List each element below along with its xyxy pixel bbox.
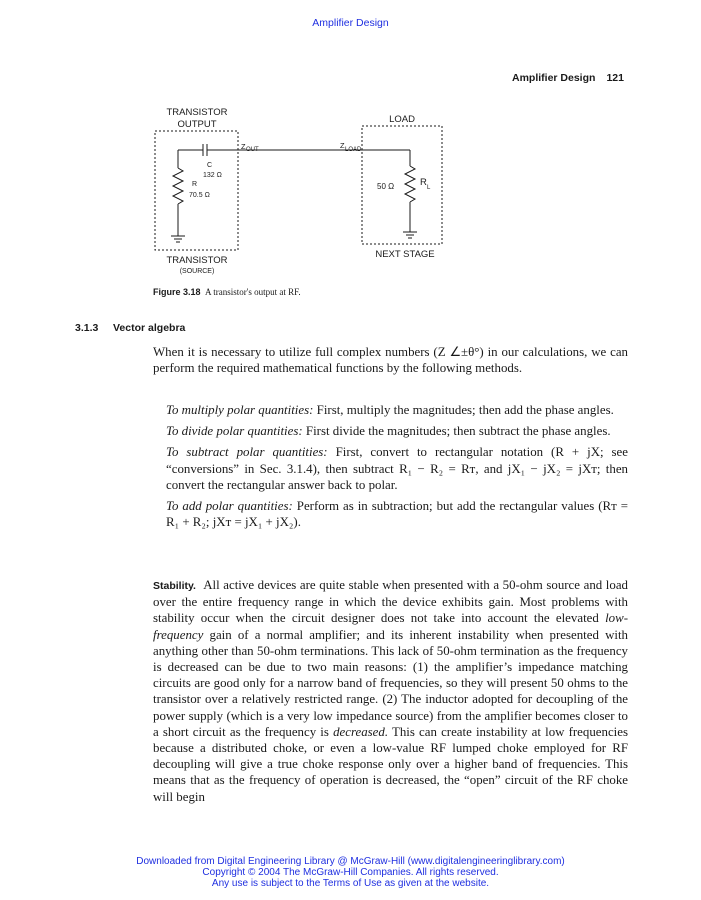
methods-list — [166, 402, 628, 535]
method-subtract — [166, 444, 628, 493]
z-out-sub: OUT — [246, 147, 259, 153]
transistor-box — [155, 131, 238, 250]
resistor-value: 70.5 Ω — [189, 192, 210, 199]
method-term: To multiply polar quantities: — [166, 403, 314, 417]
stability-emphasis: decreased. — [333, 724, 389, 739]
circuit-figure — [0, 0, 701, 300]
footer-download-link[interactable]: Downloaded from Digital Engineering Library @ McGraw-Hill (www.digitalengineeringlibrary.com) — [136, 856, 565, 867]
ground-left — [171, 236, 185, 242]
r-zigzag — [173, 168, 183, 204]
figure-caption-text: A transistor's output at RF. — [205, 287, 301, 297]
figure-caption-label: Figure 3.18 — [153, 287, 201, 297]
load-resistor-value: 50 Ω — [377, 182, 395, 191]
method-term: To add polar quantities: — [166, 499, 293, 514]
capacitor-value: 132 Ω — [203, 172, 222, 179]
section-heading — [75, 322, 185, 334]
load-label: LOAD — [389, 114, 415, 125]
capacitor-label: C — [207, 162, 213, 169]
method-multiply — [166, 402, 628, 418]
footer-terms[interactable]: Any use is subject to the Terms of Use as given at the website. — [211, 878, 490, 889]
method-text: First, convert to rectangular notation (R + jX; see “conversions” in Sec. 3.1.4), then subtract R₁ − R₂ = Rᴛ, and jX₁ − jX₂ = jXᴛ; then convert the rectangular answer back to polar. — [166, 445, 628, 492]
z-out-label: Z — [241, 142, 246, 151]
source-label: (SOURCE) — [179, 268, 215, 275]
figure-caption — [153, 287, 301, 297]
stability-text: gain of a normal amplifier; and its inherent instability when presented with anything other than 50-ohm terminations. This lack of 50-ohm termination as the frequency is decreased can be due to two main reasons: (1) the amplifier’s impedance matching circuits are good only for a narrow band of frequencies, so they will present 50 ohms to the transistor over a relatively restricted range. (2) The inductor adopted for decoupling of the power supply (which is a very low impedance source) from the amplifier becomes closer to a short circuit as the frequency is — [153, 627, 628, 739]
stability-paragraph — [153, 577, 628, 805]
transistor-output-label-2: OUTPUT — [177, 119, 217, 130]
intro-paragraph: When it is necessary to utilize full complex numbers (Z ∠±θ°) in our calculations, we can perform the required mathematical functions by the following methods. — [153, 345, 628, 376]
running-head-title: Amplifier Design — [512, 72, 596, 84]
method-text: First divide the magnitudes; then subtract the phase angles. — [305, 424, 611, 439]
resistor-label: R — [192, 181, 198, 188]
method-text: First, multiply the magnitudes; then add the phase angles. — [316, 403, 614, 417]
z-load-label: Z — [340, 141, 345, 150]
method-term: To divide polar quantities: — [166, 424, 303, 439]
stability-label: Stability. — [153, 580, 196, 592]
method-text: Perform as in subtraction; but add the rectangular values (Rᴛ = R₁ + R₂; jXᴛ = jX₁ + jX₂). — [166, 499, 628, 530]
rl-label: R — [420, 177, 427, 188]
method-divide — [166, 423, 628, 439]
next-stage-label: NEXT STAGE — [375, 249, 435, 260]
rl-zigzag — [405, 166, 415, 202]
z-load-sub: LOAD — [345, 147, 362, 153]
rl-sub: L — [427, 185, 431, 191]
footer-copyright[interactable]: Copyright © 2004 The McGraw-Hill Companies. All rights reserved. — [202, 867, 499, 878]
transistor-bottom-label: TRANSISTOR — [166, 255, 228, 266]
top-link[interactable]: Amplifier Design — [312, 17, 389, 29]
ground-right — [403, 232, 417, 238]
section-title: Vector algebra — [113, 322, 186, 334]
stability-text: All active devices are quite stable when presented with a 50-ohm source and load over the entire frequency range in which the device exhibits gain. Most problems with stability occur when the circuit designer does not take into account the elevated — [153, 578, 629, 626]
method-term: To subtract polar quantities: — [166, 445, 328, 460]
method-add — [166, 498, 628, 530]
section-number: 3.1.3 — [75, 322, 99, 334]
stability-emphasis: low-frequency — [153, 611, 628, 642]
stability-text: This can create instability at low frequencies because a distributed choke, or even a low-value RF lumped choke employed for RF decoupling will give a true choke response only over a higher band of frequencies. This means that as the frequency of operation is decreased, the “open” circuit of the RF choke will begin — [153, 724, 629, 804]
page-number: 121 — [606, 72, 624, 84]
transistor-output-label: TRANSISTOR — [166, 107, 228, 118]
footer — [0, 856, 701, 889]
